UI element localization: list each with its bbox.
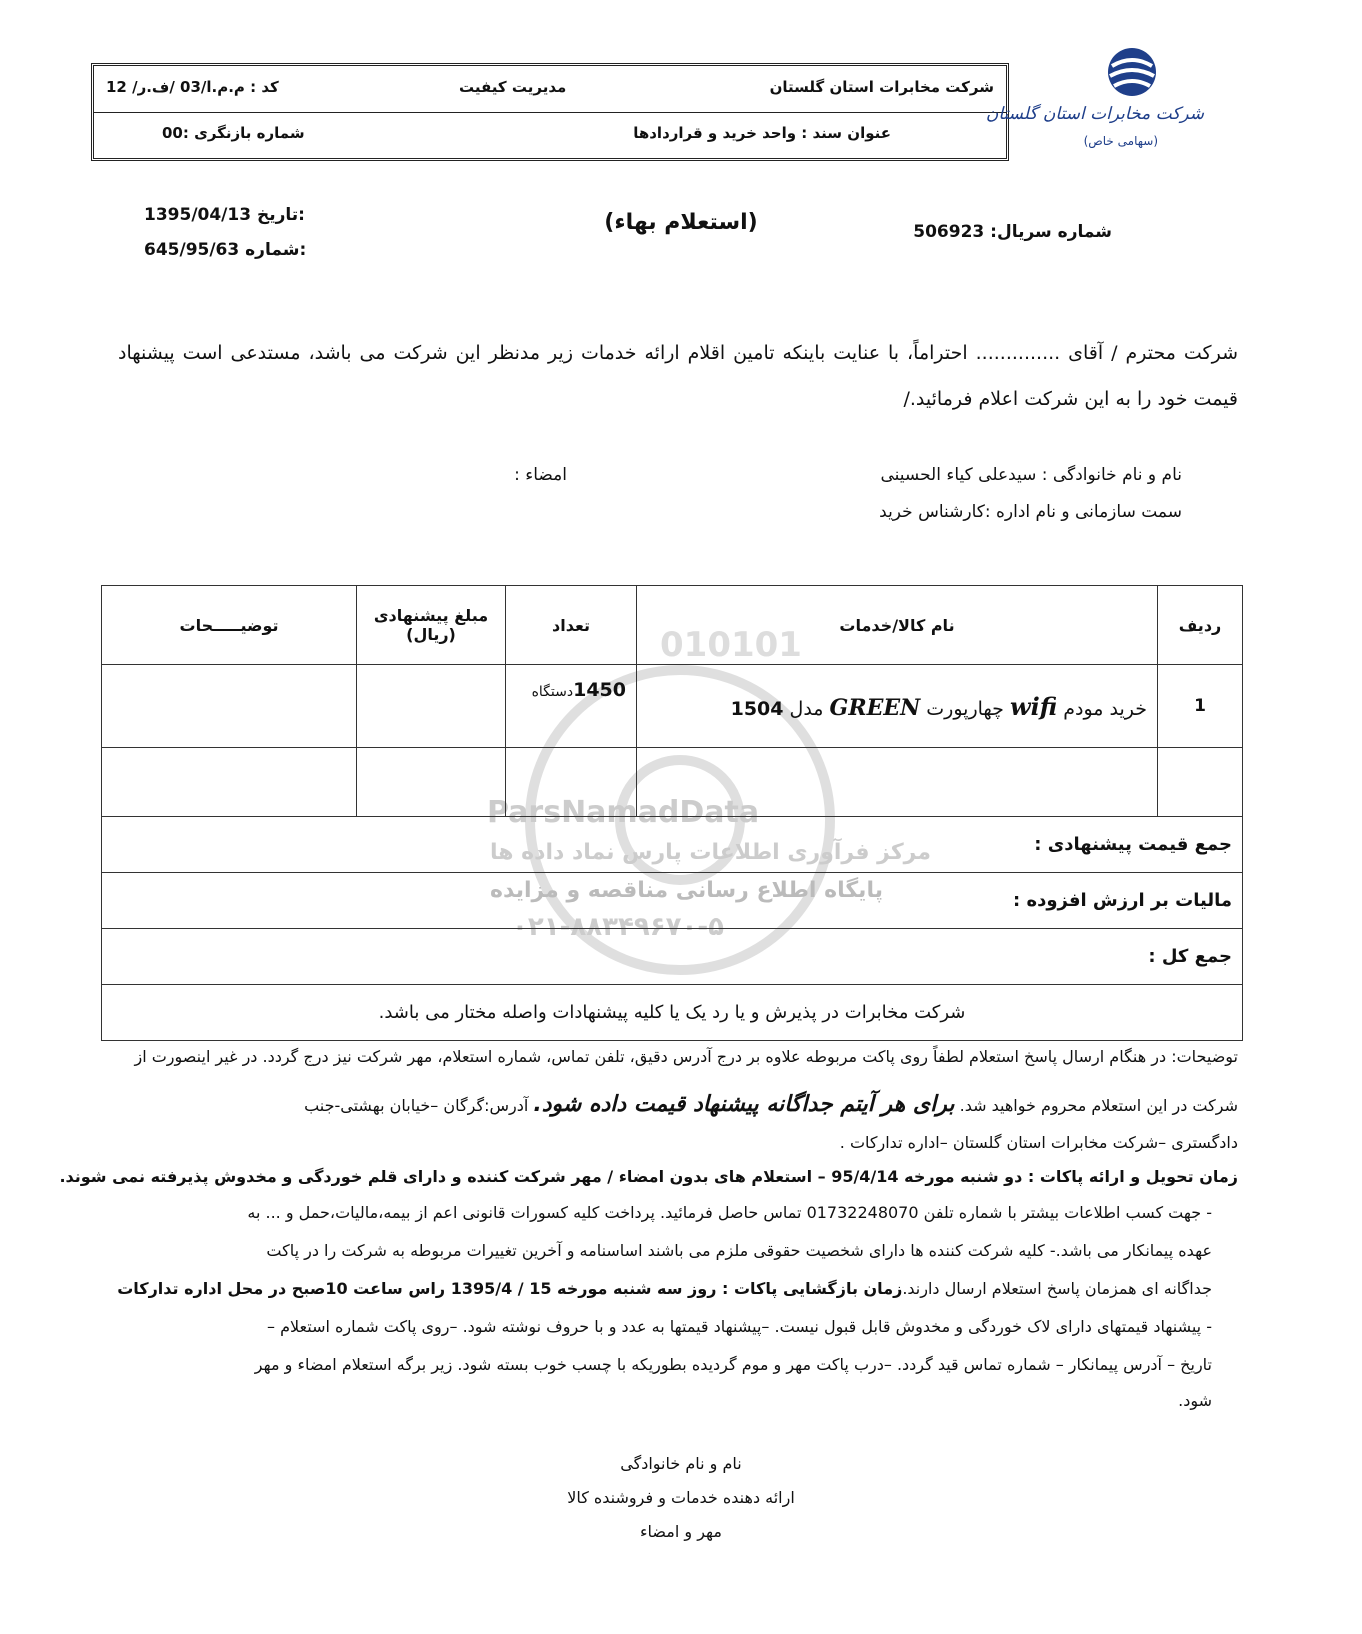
person-name: نام و نام خانوادگی : سیدعلی کیاء الحسینی — [880, 465, 1182, 485]
quantity-number: 1450 — [573, 679, 626, 701]
signature-label: امضاء : — [514, 465, 567, 485]
company-name: شرکت مخابرات استان گلستان — [769, 78, 994, 96]
notes-line-5: - جهت کسب اطلاعات بیشتر با شماره تلفن 01732248070 تماس حاصل فرمائید. پرداخت کلیه کسورات قانونی اعم از بیمه،مالیات،حمل و ... به — [247, 1203, 1212, 1222]
description-cell — [102, 748, 357, 817]
person-position: سمت سازمانی و نام اداره :کارشناس خرید — [879, 502, 1182, 522]
item-text-mid: چهارپورت — [920, 697, 1010, 720]
watermark-digits: 010101 — [660, 625, 802, 665]
notes-line-10: شود. — [1178, 1391, 1212, 1410]
notes-text: شرکت در این استعلام محروم خواهید شد. — [954, 1096, 1238, 1115]
total-row — [102, 929, 1243, 985]
table-row — [102, 748, 1243, 817]
date-label: تاریخ: — [256, 205, 305, 225]
price-cell — [357, 748, 506, 817]
document-code: کد : م.م.ا/03 /ف.ر/ 12 — [106, 78, 279, 96]
intro-paragraph — [118, 330, 1238, 422]
header-description: توضیـــــحات — [102, 586, 357, 665]
company-logo — [985, 46, 1210, 166]
disclaimer-row — [102, 985, 1243, 1041]
watermark-line-3: پایگاه اطلاع رسانی مناقصه و مزایده — [490, 878, 883, 903]
footer-stamp: مهر و امضاء — [640, 1522, 722, 1541]
notes-line-1: توضیحات: در هنگام ارسال پاسخ استعلام لطفاً روی پاکت مربوطه علاوه بر درج آدرس دقیق، تلفن تماس، شماره استعلام، مهر شرکت نیز درج گردد. در غیر اینصورت از — [134, 1047, 1238, 1066]
header-row-number: ردیف — [1158, 586, 1243, 665]
quality-management: مدیریت کیفیت — [459, 78, 567, 96]
date-line — [144, 205, 305, 225]
sum-label: جمع قیمت پیشنهادی : — [102, 817, 1243, 873]
row-number: 1 — [1158, 665, 1243, 748]
number-value: 645/95/63 — [144, 240, 240, 260]
vat-row — [102, 873, 1243, 929]
number-label: شماره: — [245, 240, 307, 260]
notes-emphasis: برای هر آیتم جداگانه پیشنهاد قیمت داده شود. — [533, 1092, 955, 1117]
price-cell — [357, 665, 506, 748]
watermark-line-2: مرکز فرآوری اطلاعات پارس نماد داده ها — [490, 840, 931, 865]
notes-line-7 — [102, 1276, 1212, 1302]
document-title: عنوان سند : واحد خرید و قراردادها — [633, 124, 891, 142]
header-price: مبلغ پیشنهادی (ریال) — [357, 586, 506, 665]
document-header — [91, 63, 1009, 161]
table-row — [102, 665, 1243, 748]
number-line — [144, 240, 306, 260]
footer-provider: ارائه دهنده خدمات و فروشنده کالا — [567, 1488, 795, 1507]
revision-number: شماره بازنگری :00 — [162, 124, 305, 142]
row-number — [1158, 748, 1243, 817]
total-label: جمع کل : — [102, 929, 1243, 985]
logo-text: شرکت مخابرات استان گلستان — [985, 104, 1204, 124]
item-text: خرید مودم — [1057, 697, 1147, 720]
item-brand: GREEN — [829, 694, 921, 721]
quantity-cell — [506, 665, 637, 748]
item-text-post: مدل — [783, 697, 830, 720]
item-model: 1504 — [730, 697, 784, 720]
intro-line-1: شرکت محترم / آقای .............. احتراماً، با عنایت باینکه تامین اقلام ارائه خدمات زیر مدنظر این شرکت می باشد، مستدعی است پیشنهاد — [118, 342, 1238, 364]
watermark-brand: ParsNamadData — [487, 795, 760, 830]
item-name — [637, 665, 1158, 748]
quantity-cell — [506, 748, 637, 817]
notes-text: جداگانه ای همزمان پاسخ استعلام ارسال دارند. — [902, 1279, 1212, 1298]
notes-line-2 — [108, 1092, 1238, 1119]
notes-address: آدرس:گرگان –خیابان بهشتی-جنب — [304, 1096, 534, 1115]
logo-subtext: (سهامی خاص) — [1083, 134, 1158, 148]
page-title: (استعلام بهاء) — [604, 210, 758, 235]
header-quantity: تعداد — [506, 586, 637, 665]
vat-label: مالیات بر ارزش افزوده : — [102, 873, 1243, 929]
description-cell — [102, 665, 357, 748]
date-value: 1395/04/13 — [144, 205, 252, 225]
notes-line-9: تاریخ – آدرس پیمانکار – شماره تماس قید گردد. –درب پاکت مهر و موم گردیده بطوریکه با چسب خوب بسته شود. زیر برگه استعلام امضاء و مهر — [254, 1355, 1212, 1374]
notes-line-6: عهده پیمانکار می باشد.- کلیه شرکت کننده ها دارای شخصیت حقوقی ملزم می باشند اساسنامه و آخرین تغییرات مربوطه به شرکت را در پاکت — [266, 1241, 1212, 1260]
serial-number: شماره سریال: 506923 — [913, 222, 1112, 242]
item-wifi: wifi — [1009, 691, 1058, 721]
notes-delivery-time: زمان تحویل و ارائه پاکات : دو شنبه مورخه 95/4/14 – استعلام های بدون امضاء / مهر شرکت کننده و دارای قلم خوردگی و مخدوش پذیرفته نمی شوند. — [59, 1167, 1238, 1186]
footer-name: نام و نام خانوادگی — [620, 1454, 742, 1473]
inquiry-table — [101, 585, 1243, 1041]
intro-line-2: قیمت خود را به این شرکت اعلام فرمائید./ — [903, 388, 1238, 410]
quantity-unit: دستگاه — [531, 684, 574, 700]
notes-opening-time: زمان بازگشایی پاکات : روز سه شنبه مورخه 15 / 1395/4 راس ساعت 10صبح در محل اداره تدارکات — [117, 1279, 903, 1298]
disclaimer-text: شرکت مخابرات در پذیرش و یا رد یک یا کلیه پیشنهادات واصله مختار می باشد. — [102, 985, 1243, 1041]
notes-line-8: - پیشنهاد قیمتهای دارای لاک خوردگی و مخدوش قابل قبول نیست. –پیشنهاد قیمتها به عدد و با حروف نوشته شود. –روی پاکت شماره استعلام – — [267, 1317, 1212, 1336]
watermark-phone: ۰۲۱-۸۸۳۴۹۶۷۰-۵ — [512, 912, 725, 942]
notes-line-3: دادگستری –شرکت مخابرات استان گلستان –اداره تدارکات . — [839, 1133, 1238, 1152]
header-item: نام کالا/خدمات — [637, 586, 1158, 665]
item-name — [637, 748, 1158, 817]
sum-row — [102, 817, 1243, 873]
table-header-row — [102, 586, 1243, 665]
